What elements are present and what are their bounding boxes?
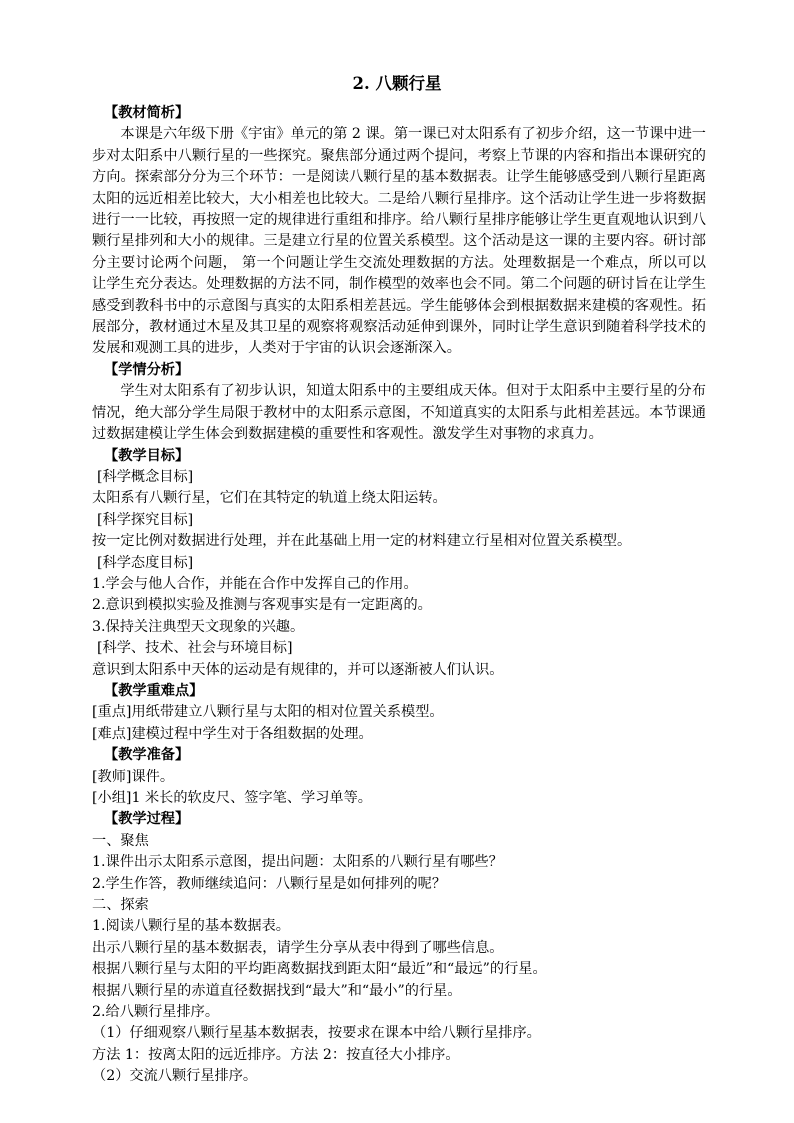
process-step-detail: 根据八颗行星的赤道直径数据找到“最大”和“最小”的行星。: [92, 982, 462, 999]
process-step-detail: （1）仔细观察八颗行星基本数据表，按要求在课本中给八颗行星排序。: [92, 1025, 541, 1042]
document-title: 2. 八颗行星: [352, 74, 442, 93]
document-body: [92, 103, 706, 1088]
preparation-teacher: [教师]课件。: [92, 768, 175, 785]
section-heading-process: 【教学过程】: [104, 811, 190, 828]
objective-sts-text: 意识到太阳系中天体的运动是有规律的，并可以逐渐被人们认识。: [92, 661, 504, 678]
section-heading-textbook-analysis: 【教材简析】: [104, 105, 190, 121]
difficult-point-text: [难点]建模过程中学生对于各组数据的处理。: [92, 725, 373, 742]
objective-concept-text: 太阳系有八颗行星，它们在其特定的轨道上绕太阳运转。: [92, 490, 447, 507]
process-step: 2.学生作答，教师继续追问：八颗行星是如何排列的呢？: [92, 875, 447, 892]
objective-attitude-label: [科学态度目标]: [97, 554, 194, 571]
objective-attitude-item: 1.学会与他人合作，并能在合作中发挥自己的作用。: [92, 575, 418, 592]
student-analysis-paragraph: 学生对太阳系有了初步认识，知道太阳系中的主要组成天体。但对于太阳系中主要行星的分布情况，绝大部分学生局限于教材中的太阳系示意图，不知道真实的太阳系与此相差甚远。本节课通过数据建模让学生体会到数据建模的重要性和客观性。激发学生对事物的求真力。: [92, 383, 706, 443]
section-heading-preparation: 【教学准备】: [104, 747, 190, 764]
process-step-detail: 根据八颗行星与太阳的平均距离数据找到距太阳“最近”和“最远”的行星。: [92, 961, 547, 978]
objective-inquiry-text: 按一定比例对数据进行处理，并在此基础上用一定的材料建立行星相对位置关系模型。: [92, 533, 632, 550]
objective-inquiry-label: [科学探究目标]: [97, 511, 194, 528]
process-step-detail: （2）交流八颗行星排序。: [92, 1068, 258, 1085]
objective-attitude-item: 3.保持关注典型天文现象的兴趣。: [92, 618, 305, 635]
key-point-text: [重点]用纸带建立八颗行星与太阳的相对位置关系模型。: [92, 704, 444, 721]
process-step: 2.给八颗行星排序。: [92, 1004, 220, 1021]
objective-attitude-item: 2.意识到模拟实验及推测与客观事实是有一定距离的。: [92, 597, 432, 614]
process-part-title: 二、探索: [92, 897, 149, 914]
objective-concept-label: [科学概念目标]: [97, 468, 194, 485]
process-step-detail: 出示八颗行星的基本数据表，请学生分享从表中得到了哪些信息。: [92, 939, 504, 956]
process-step: 1.课件出示太阳系示意图，提出问题：太阳系的八颗行星有哪些？: [92, 854, 503, 871]
section-heading-key-points: 【教学重难点】: [104, 682, 204, 699]
section-heading-student-analysis: 【学情分析】: [104, 361, 190, 378]
process-step-detail: 方法 1：按离太阳的远近排序。方法 2：按直径大小排序。: [92, 1046, 460, 1063]
textbook-analysis-paragraph: 本课是六年级下册《宇宙》单元的第 2 课。第一课已对太阳系有了初步介绍，这一节课中进一步对太阳系中八颗行星的一些探究。聚焦部分通过两个提问，考察上节课的内容和指出本课研究的方向。探索部分分为三个环节：一是阅读八颗行星的基本数据表。让学生能够感受到八颗行星距离太阳的远近相差比较大，大小相差也比较大。二是给八颗行星排序。这个活动让学生进一步将数据进行一一比较，再按照一定的规律进行重组和排序。给八颗行星排序能够让学生更直观地认识到八颗行星排列和大小的规律。三是建立行星的位置关系模型。这个活动是这一课的主要内容。研讨部分主要讨论两个问题， 第一个问题让学生交流处理数据的方法。处理数据是一个难点，所以可以让学生充分表达。处理数据的方法不同，制作模型的效率也会不同。第二个问题的研讨旨在让学生感受到教科书中的示意图与真实的太阳系相差甚远。学生能够体会到根据数据来建模的客观性。拓展部分，教材通过木星及其卫星的观察将观察活动延伸到课外，同时让学生意识到随着科学技术的发展和观测工具的进步，人类对于宇宙的认识会逐渐深入。: [92, 126, 706, 357]
objective-sts-label: [科学、技术、社会与环境目标]: [97, 640, 293, 657]
preparation-group: [小组]1 米长的软皮尺、签字笔、学习单等。: [92, 790, 372, 806]
process-step: 1.阅读八颗行星的基本数据表。: [92, 918, 290, 935]
section-heading-objectives: 【教学目标】: [104, 447, 190, 464]
process-part-title: 一、聚焦: [92, 832, 149, 849]
